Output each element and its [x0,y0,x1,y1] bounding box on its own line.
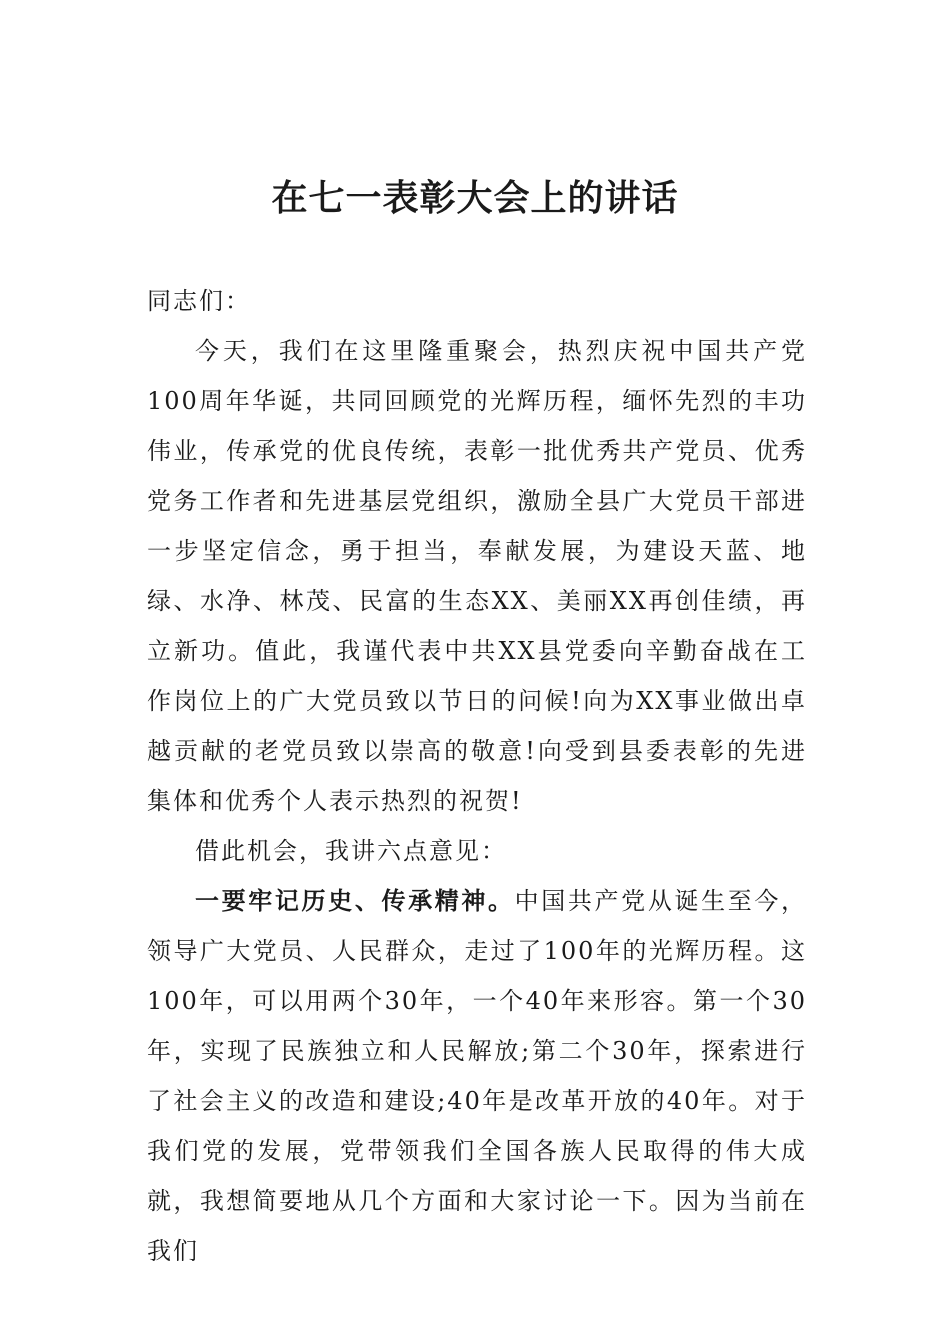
document-title: 在七一表彰大会上的讲话 [271,177,679,219]
paragraph-point-one [147,876,807,1276]
document-body [147,276,807,1276]
paragraph-text: 今天，我们在这里隆重聚会，热烈庆祝中国共产党100周年华诞，共同回顾党的光辉历程，缅怀先烈的丰功伟业，传承党的优良传统，表彰一批优秀共产党员、优秀党务工作者和先进基层党组织，激励全县广大党员干部进一步坚定信念，勇于担当，奉献发展，为建设天蓝、地绿、水净、林茂、民富的生态XX、美丽XX再创佳绩，再立新功。值此，我谨代表中共XX县党委向辛勤奋战在工作岗位上的广大党员致以节日的问候!向为XX事业做出卓越贡献的老党员致以崇高的敬意!向受到县委表彰的先进集体和优秀个人表示热烈的祝贺! [147,337,807,815]
paragraph-lead: 一要牢记历史、传承精神。 [195,886,515,915]
paragraph-text: 中国共产党从诞生至今，领导广大党员、人民群众，走过了100年的光辉历程。这100年，可以用两个30年，一个40年来形容。第一个30年，实现了民族独立和人民解放;第二个30年，探索进行了社会主义的改造和建设;40年是改革开放的40年。对于我们党的发展，党带领我们全国各族人民取得的伟大成就，我想简要地从几个方面和大家讨论一下。因为当前在我们 [147,887,808,1265]
paragraph-opening [147,326,807,826]
paragraph-intro [147,826,807,876]
salutation: 同志们： [147,287,251,315]
paragraph-text: 借此机会，我讲六点意见： [195,837,507,865]
